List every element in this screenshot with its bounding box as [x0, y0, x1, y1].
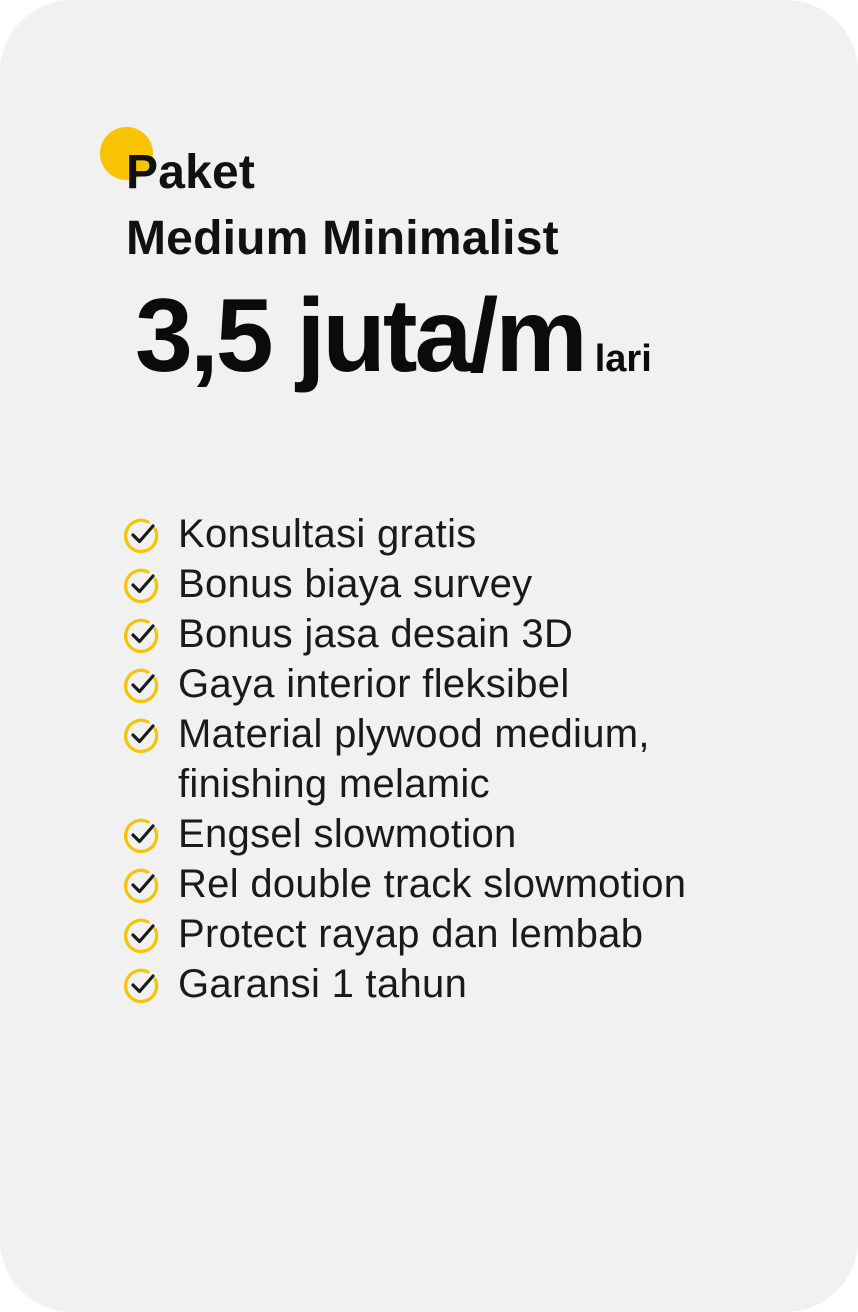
list-item	[122, 809, 808, 859]
list-item	[122, 659, 808, 709]
feature-text: Rel double track slowmotion	[178, 862, 687, 906]
price-amount: 3,5 juta/m	[135, 278, 585, 394]
feature-list	[122, 509, 808, 1009]
feature-text: Protect rayap dan lembab	[178, 912, 644, 956]
price-unit: lari	[594, 338, 652, 380]
list-item	[122, 709, 808, 809]
check-circle-icon	[122, 867, 160, 905]
check-circle-icon	[122, 717, 160, 755]
list-item	[122, 559, 808, 609]
list-item	[122, 859, 808, 909]
price	[135, 276, 652, 396]
feature-text: Gaya interior fleksibel	[178, 662, 570, 706]
check-circle-icon	[122, 967, 160, 1005]
check-circle-icon	[122, 817, 160, 855]
feature-text: Bonus biaya survey	[178, 562, 533, 606]
list-item	[122, 909, 808, 959]
feature-text: Material plywood medium, finishing melamic	[178, 712, 650, 806]
feature-text: Garansi 1 tahun	[178, 962, 468, 1006]
list-item	[122, 509, 808, 559]
check-circle-icon	[122, 567, 160, 605]
feature-text: Bonus jasa desain 3D	[178, 612, 574, 656]
feature-text: Engsel slowmotion	[178, 812, 517, 856]
list-item	[122, 959, 808, 1009]
check-circle-icon	[122, 617, 160, 655]
package-title-line1: Paket	[126, 146, 256, 199]
feature-text: Konsultasi gratis	[178, 512, 477, 556]
list-item	[122, 609, 808, 659]
check-circle-icon	[122, 517, 160, 555]
check-circle-icon	[122, 917, 160, 955]
check-circle-icon	[122, 667, 160, 705]
package-title-line2: Medium Minimalist	[126, 212, 559, 265]
package-title	[126, 140, 559, 272]
